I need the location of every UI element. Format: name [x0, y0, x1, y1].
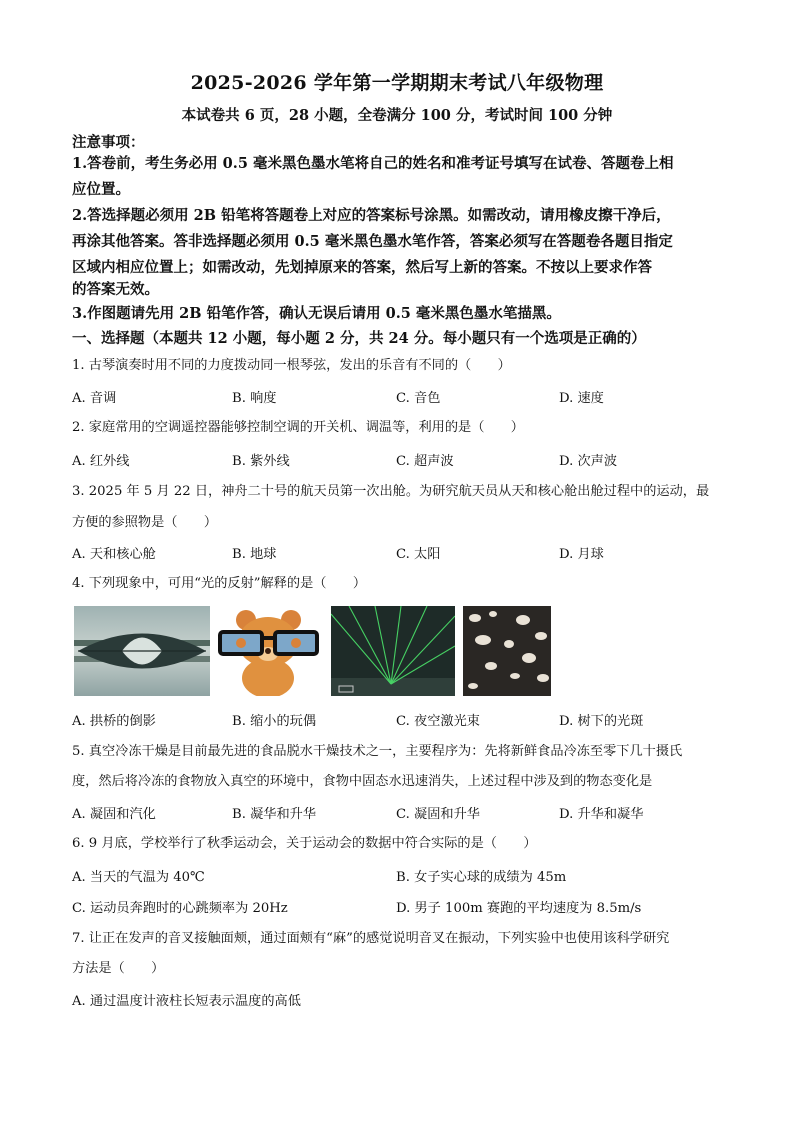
q1-option-b: B. 响度 — [232, 391, 277, 406]
question-2-stem: 2. 家庭常用的空调遥控器能够控制空调的开关机、调温等，利用的是（ ） — [72, 420, 524, 435]
question-6-stem: 6. 9 月底，学校举行了秋季运动会，关于运动会的数据中符合实际的是（ ） — [72, 836, 537, 851]
q3-option-c: C. 太阳 — [396, 547, 441, 562]
question-4-stem: 4. 下列现象中，可用“光的反射”解释的是（ ） — [72, 576, 367, 591]
q5-option-c: C. 凝固和升华 — [396, 807, 480, 822]
question-7-stem-line-2: 方法是（ ） — [72, 961, 165, 976]
question-1-stem: 1. 古琴演奏时用不同的力度拨动同一根琴弦，发出的乐音有不同的（ ） — [72, 358, 511, 373]
q6-option-c: C. 运动员奔跑时的心跳频率为 20Hz — [72, 901, 288, 916]
question-3-options — [72, 543, 732, 563]
question-2-options — [72, 450, 732, 470]
note-1-line-1: 1.答卷前，考生务必用 0.5 毫米黑色墨水笔将自己的姓名和准考证号填写在试卷、答题卷上相 — [72, 155, 674, 172]
question-3-stem-line-1: 3. 2025 年 5 月 22 日，神舟二十号的航天员第一次出舱。为研究航天员从天和核心舱出舱过程中的运动，最 — [72, 484, 710, 499]
q5-option-b: B. 凝华和升华 — [232, 807, 317, 822]
q2-option-a: A. 红外线 — [72, 454, 130, 469]
arch-bridge-reflection-image — [74, 606, 210, 696]
question-7-stem-line-1: 7. 让正在发声的音叉接触面颊，通过面颊有“麻”的感觉说明音叉在振动，下列实验中也使用该科学研究 — [72, 931, 670, 946]
q1-option-c: C. 音色 — [396, 391, 441, 406]
note-2-line-1: 2.答选择题必须用 2B 铅笔将答题卷上对应的答案标号涂黑。如需改动，请用橡皮擦干净后， — [72, 207, 671, 224]
question-3-stem-line-2: 方便的参照物是（ ） — [72, 515, 218, 530]
section-heading-choice: 一、选择题（本题共 12 小题，每小题 2 分，共 24 分。每小题只有一个选项是正确的） — [72, 330, 646, 347]
q2-option-d: D. 次声波 — [559, 454, 618, 469]
teddy-bear-glasses-image — [216, 606, 321, 696]
question-5-stem-line-1: 5. 真空冷冻干燥是目前最先进的食品脱水干燥技术之一，主要程序为：先将新鲜食品冷冻至零下几十摄氏 — [72, 744, 683, 759]
question-7-options — [72, 990, 732, 1010]
question-1-options — [72, 387, 732, 407]
q4-option-c: C. 夜空激光束 — [396, 714, 480, 729]
q5-option-d: D. 升华和凝华 — [559, 807, 644, 822]
q4-option-a: A. 拱桥的倒影 — [72, 714, 156, 729]
q3-option-d: D. 月球 — [559, 547, 604, 562]
q1-option-d: D. 速度 — [559, 391, 604, 406]
question-5-stem-line-2: 度，然后将冷冻的食物放入真空的环境中，食物中固态水迅速消失，上述过程中涉及到的物态变化是 — [72, 774, 653, 789]
question-6-options-row-2 — [72, 897, 732, 917]
tree-light-spots-image — [463, 606, 551, 696]
page-subtitle: 本试卷共 6 页，28 小题，全卷满分 100 分，考试时间 100 分钟 — [181, 107, 613, 124]
page-title: 2025-2026 学年第一学期期末考试八年级物理 — [190, 72, 604, 94]
question-4-options — [72, 710, 732, 730]
note-2-line-3: 区域内相应位置上；如需改动，先划掉原来的答案，然后写上新的答案。不按以上要求作答 — [72, 259, 652, 276]
question-5-options — [72, 803, 732, 823]
q2-option-b: B. 紫外线 — [232, 454, 290, 469]
q4-option-b: B. 缩小的玩偶 — [232, 714, 317, 729]
note-3-line-1: 3.作图题请先用 2B 铅笔作答，确认无误后请用 0.5 毫米黑色墨水笔描黑。 — [72, 305, 561, 322]
note-2-line-2: 再涂其他答案。答非选择题必须用 0.5 毫米黑色墨水笔作答，答案必须写在答题卷各题目指定 — [72, 233, 673, 250]
q6-option-a: A. 当天的气温为 40℃ — [72, 870, 205, 885]
q4-option-d: D. 树下的光斑 — [559, 714, 644, 729]
q6-option-d: D. 男子 100m 赛跑的平均速度为 8.5m/s — [396, 901, 642, 916]
q5-option-a: A. 凝固和汽化 — [72, 807, 156, 822]
q7-option-a: A. 通过温度计液柱长短表示温度的高低 — [72, 994, 301, 1009]
question-6-options-row-1 — [72, 866, 732, 886]
q2-option-c: C. 超声波 — [396, 454, 454, 469]
note-2-line-4: 的答案无效。 — [72, 281, 159, 298]
q3-option-a: A. 天和核心舱 — [72, 547, 156, 562]
q3-option-b: B. 地球 — [232, 547, 277, 562]
note-1-line-2: 应位置。 — [72, 181, 130, 198]
notes-heading: 注意事项： — [72, 134, 145, 151]
q1-option-a: A. 音调 — [72, 391, 117, 406]
q6-option-b: B. 女子实心球的成绩为 45m — [396, 870, 567, 885]
night-laser-beams-image — [331, 606, 455, 696]
